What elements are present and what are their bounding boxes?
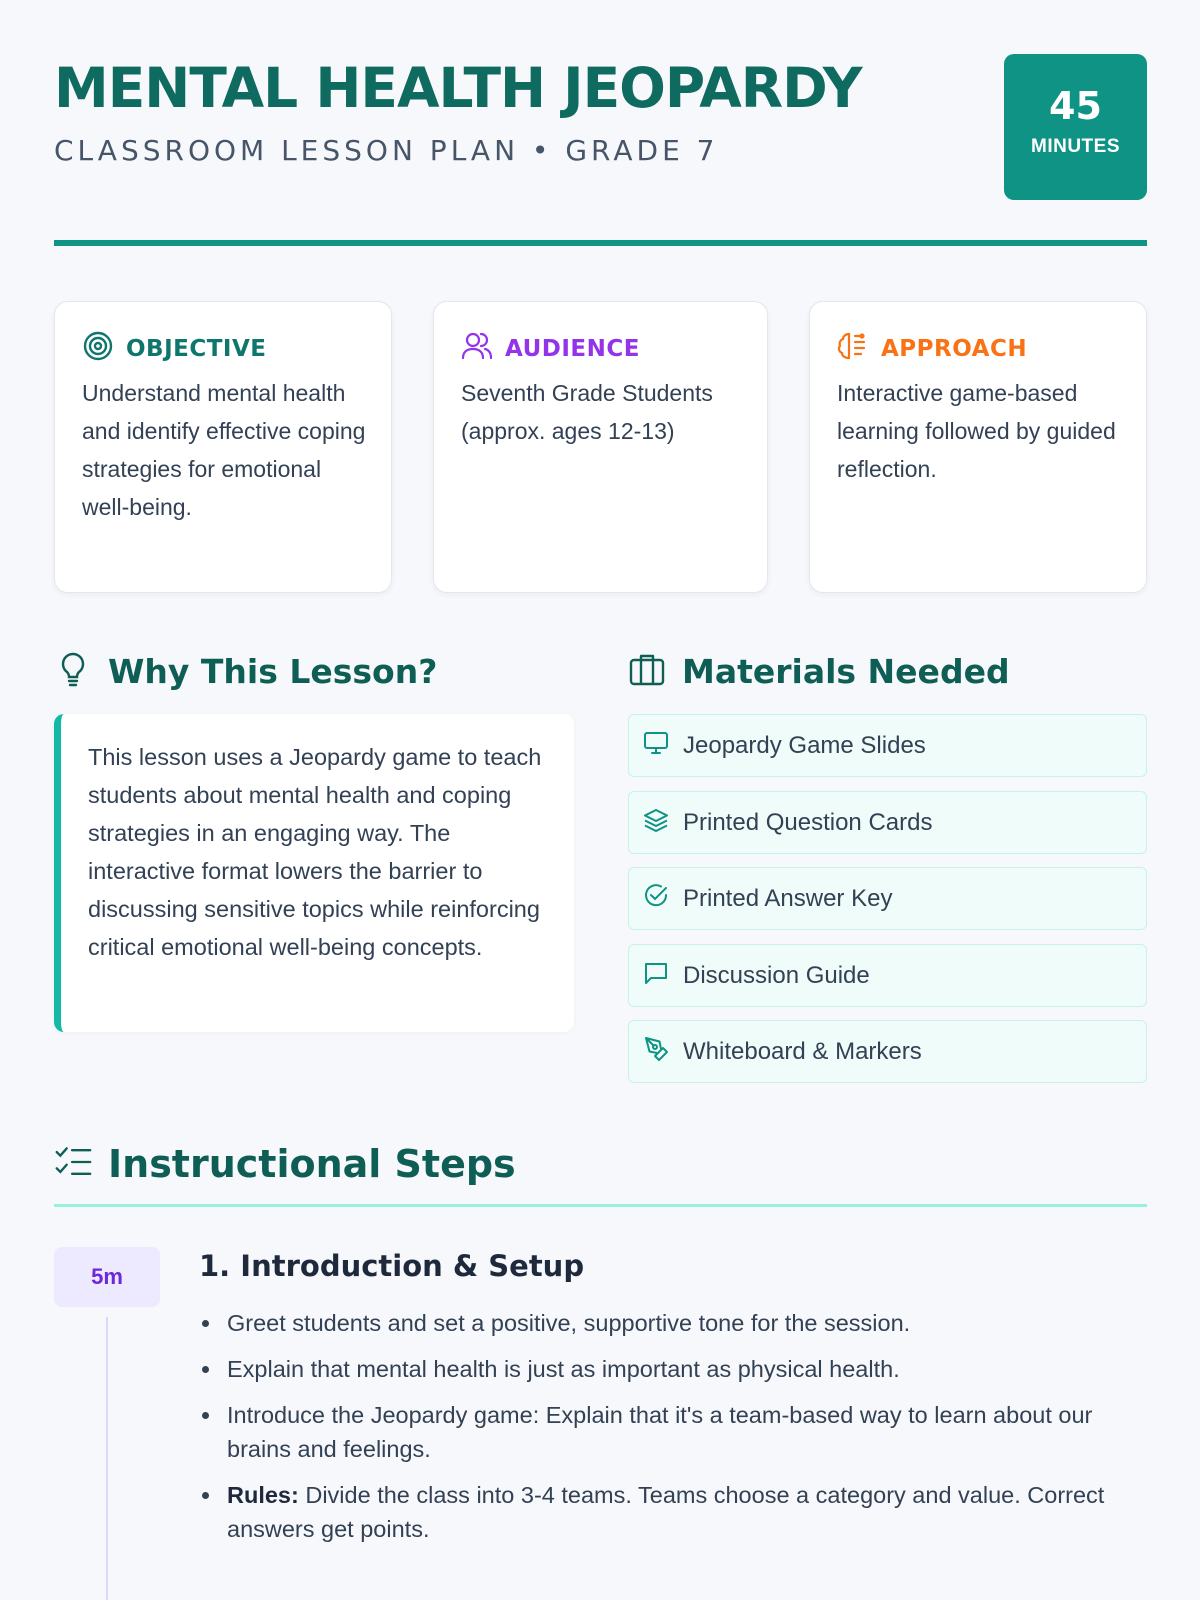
step-bullet-list [199, 1306, 1147, 1558]
steps-title: Instructional Steps [108, 1142, 516, 1186]
why-heading [54, 650, 437, 693]
material-label: Jeopardy Game Slides [683, 731, 926, 759]
lesson-plan-page [54, 0, 1147, 1600]
material-label: Printed Answer Key [683, 884, 893, 912]
briefcase-icon [628, 650, 666, 693]
material-item [628, 867, 1147, 930]
audience-text: Seventh Grade Students (approx. ages 12-13) [461, 380, 713, 444]
check-circle-icon [629, 883, 683, 914]
rules-text: Divide the class into 3-4 teams. Teams choose a category and value. Correct answers get points. [227, 1482, 1105, 1542]
layers-icon [629, 807, 683, 838]
material-item [628, 1020, 1147, 1083]
rules-label: Rules: [227, 1482, 299, 1508]
objective-card [54, 301, 392, 593]
materials-title: Materials Needed [682, 652, 1010, 691]
approach-card [809, 301, 1147, 593]
why-text: This lesson uses a Jeopardy game to teach students about mental health and coping strategies in an engaging way. The interactive format lowers the barrier to discussing sensitive topics while reinforcing critical emotional well-being concepts. [88, 744, 542, 960]
step-bullet-rules [199, 1478, 1147, 1546]
step-bullet: Greet students and set a positive, supportive tone for the session. [199, 1306, 1147, 1340]
material-label: Discussion Guide [683, 961, 870, 989]
material-item [628, 791, 1147, 854]
brain-icon [837, 330, 869, 367]
lightbulb-icon [54, 650, 92, 693]
audience-label: AUDIENCE [505, 335, 640, 362]
users-icon [461, 330, 493, 367]
material-item [628, 944, 1147, 1007]
step-title: 1. Introduction & Setup [199, 1249, 585, 1283]
list-checks-icon [54, 1143, 92, 1186]
step-bullet: Explain that mental health is just as important as physical health. [199, 1352, 1147, 1386]
monitor-icon [629, 730, 683, 761]
duration-badge [1004, 54, 1147, 200]
step-time-badge: 5m [54, 1247, 160, 1307]
materials-heading [628, 650, 1010, 693]
objective-label: OBJECTIVE [126, 335, 267, 362]
objective-text: Understand mental health and identify effective coping strategies for emotional well-being. [82, 380, 366, 520]
duration-value: 45 [1049, 84, 1102, 128]
steps-heading [54, 1142, 516, 1186]
why-title: Why This Lesson? [108, 652, 438, 691]
step-bullet: Introduce the Jeopardy game: Explain that it's a team-based way to learn about our brains and feelings. [199, 1398, 1147, 1466]
material-item [628, 714, 1147, 777]
material-label: Printed Question Cards [683, 808, 933, 836]
audience-card [433, 301, 768, 593]
why-callout [54, 714, 574, 1032]
target-icon [82, 330, 114, 367]
material-label: Whiteboard & Markers [683, 1037, 922, 1065]
pen-tool-icon [629, 1036, 683, 1067]
page-title: MENTAL HEALTH JEOPARDY [54, 56, 862, 120]
message-square-icon [629, 960, 683, 991]
page-subtitle: CLASSROOM LESSON PLAN • GRADE 7 [54, 134, 719, 167]
approach-label: APPROACH [881, 335, 1028, 362]
steps-divider [54, 1204, 1147, 1207]
duration-unit: MINUTES [1031, 136, 1120, 157]
header-divider [54, 240, 1147, 246]
approach-text: Interactive game-based learning followed by guided reflection. [837, 380, 1116, 482]
step-timeline [106, 1317, 108, 1600]
